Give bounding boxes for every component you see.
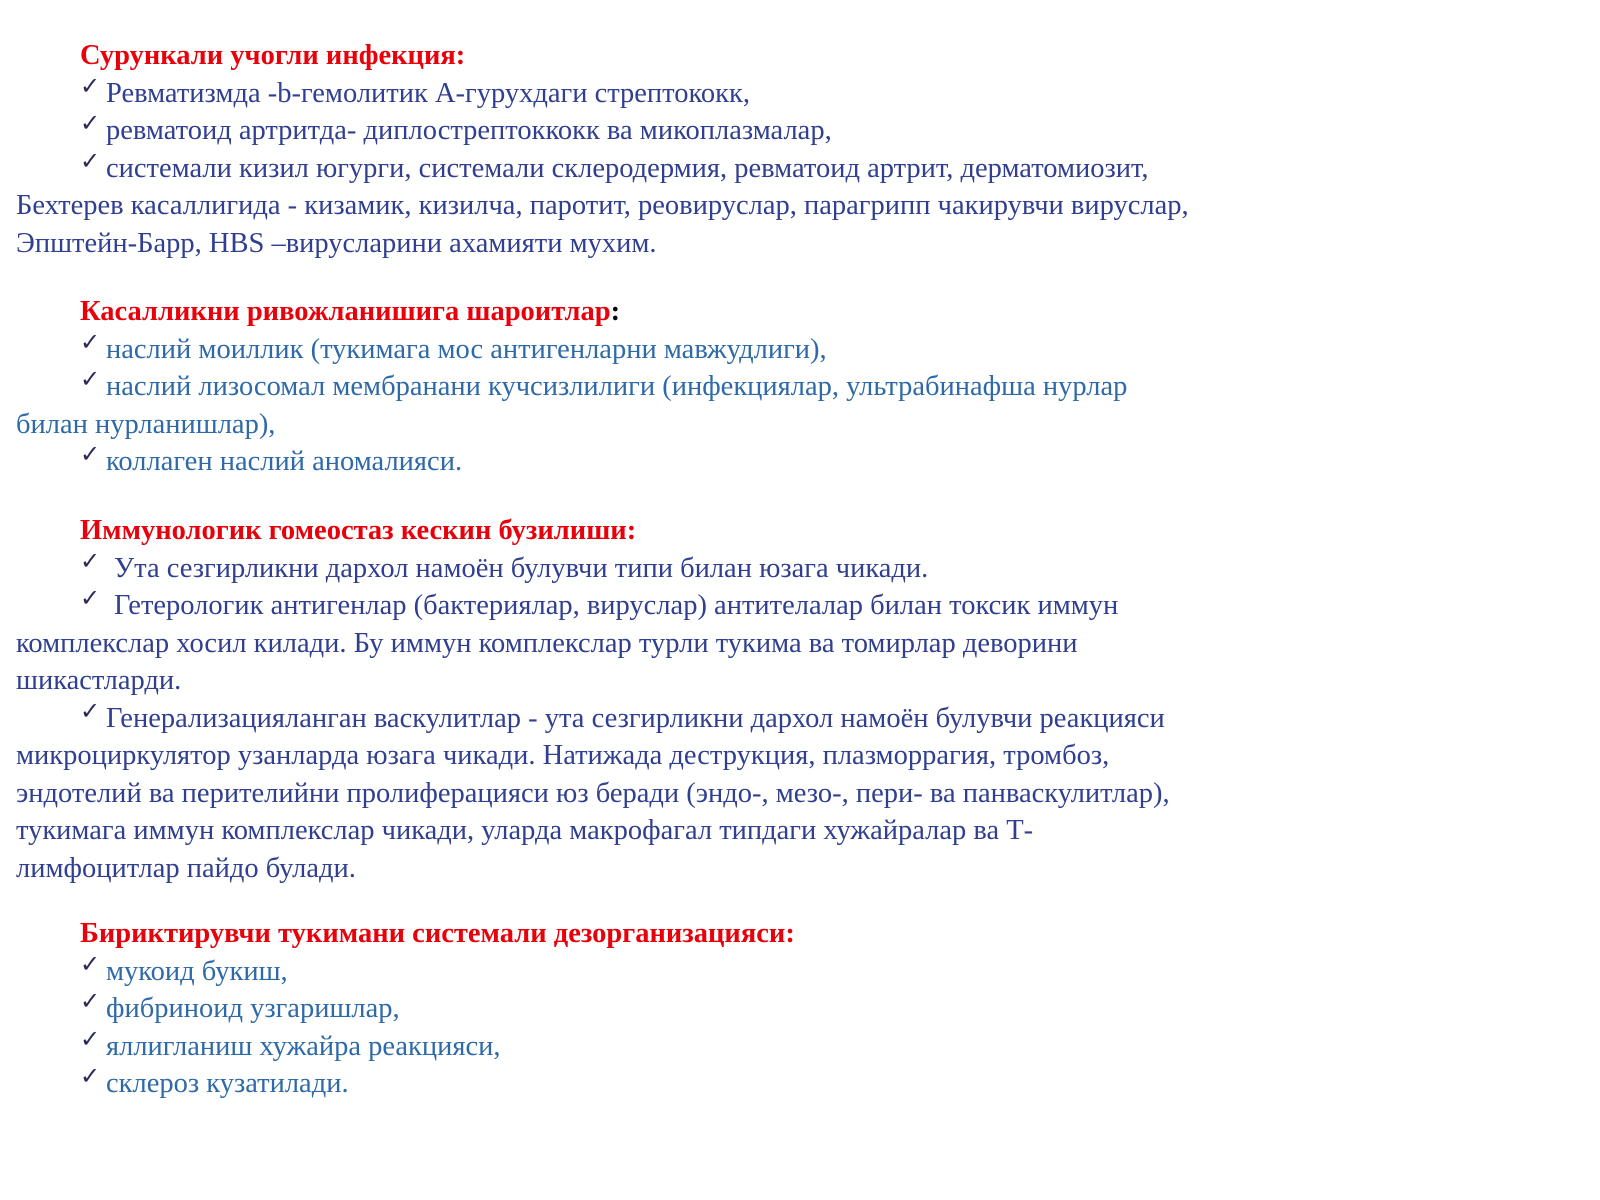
checkmark-icon: ✓ <box>80 442 101 468</box>
section-connective-tissue <box>16 915 1196 1103</box>
checkmark-icon: ✓ <box>80 148 101 175</box>
section-heading: Иммунологик гомеостаз кескин бузилиши: <box>80 515 637 546</box>
list-item-text: Ута сезгирликни дархол намоён булувчи типи билан юзага чикади. <box>114 552 929 584</box>
list-item <box>16 1028 1196 1066</box>
list-item-text: Ревматизмда -b-гемолитик А-гурухдаги стрептококк, <box>106 77 750 109</box>
checkmark-icon: ✓ <box>80 548 101 575</box>
list-item <box>16 368 1196 443</box>
section-heading-suffix: : <box>610 296 621 327</box>
list-item <box>16 75 1196 113</box>
list-item <box>16 112 1196 150</box>
list-item <box>16 700 1196 888</box>
list-item-text: системали кизил югурги, системали склеродермия, ревматоид артрит, дерматомиозит, Бехтерев касаллигида - кизамик, кизилча, паротит, реовируслар, парагрипп чакирувчи вируслар, Эпштейн-Барр, HBS –вирусларини ахамияти мухим. <box>16 152 1189 259</box>
list-item <box>16 443 1196 481</box>
list-item <box>16 550 1196 588</box>
list-item-text: коллаген наслий аномалияси. <box>106 446 463 477</box>
checkmark-icon: ✓ <box>80 989 101 1015</box>
list-item-text: наслий лизосомал мембранани кучсизлилиги (инфекциялар, ультрабинафша нурлар билан нурланишлар), <box>16 371 1128 440</box>
section-immunologic-homeostasis <box>16 512 1196 887</box>
checkmark-icon: ✓ <box>80 73 101 100</box>
list-item-text: Гетерологик антигенлар (бактериялар, вируслар) антителалар билан токсик иммун комплекслар хосил килади. Бу иммун комплекслар турли тукима ва томирлар деворини шикастларди. <box>16 590 1119 696</box>
list-item-text: фибриноид узгаришлар, <box>106 993 400 1024</box>
list-item <box>16 331 1196 369</box>
section-chronic-infection <box>16 37 1196 262</box>
list-item <box>16 587 1196 700</box>
list-item <box>16 150 1196 263</box>
checkmark-icon: ✓ <box>80 1026 101 1053</box>
checkmark-icon: ✓ <box>80 698 101 725</box>
checkmark-icon: ✓ <box>80 586 101 612</box>
section-heading: Касалликни ривожланишига шароитлар <box>80 296 611 327</box>
list-item-text: яллигланиш хужайра реакцияси, <box>106 1030 501 1062</box>
checkmark-icon: ✓ <box>80 111 101 137</box>
checkmark-icon: ✓ <box>80 367 101 393</box>
list-item-text: мукоид букиш, <box>106 955 288 987</box>
list-item <box>16 1065 1196 1103</box>
checkmark-icon: ✓ <box>80 1064 101 1090</box>
list-item-text: Генерализацияланган васкулитлар - ута сезгирликни дархол намоён булувчи реакцияси микроциркулятор узанларда юзага чикади. Натижада деструкция, плазморрагия, тромбоз, эндотелий ва перителийни пролиферацияси юз беради (эндо-, мезо-, пери- ва панваскулитлар), тукимага иммун комплекслар чикади, уларда макрофагал типдаги хужайралар ва Т-лимфоцитлар пайдо булади. <box>16 702 1170 884</box>
checkmark-icon: ✓ <box>80 329 101 356</box>
section-heading: Сурункали учогли инфекция: <box>80 40 466 71</box>
list-item-text: наслий моиллик (тукимага мос антигенларни мавжудлиги), <box>106 333 827 365</box>
section-heading: Бириктирувчи тукимани системали дезорганизацияси: <box>80 918 795 949</box>
list-item-text: склероз кузатилади. <box>106 1068 349 1099</box>
section-heading-row <box>16 293 1196 331</box>
list-item-text: ревматоид артритда- диплострептоккокк ва микоплазмалар, <box>106 115 832 146</box>
section-conditions <box>16 293 1196 481</box>
checkmark-icon: ✓ <box>80 951 101 978</box>
list-item <box>16 953 1196 991</box>
list-item <box>16 990 1196 1028</box>
